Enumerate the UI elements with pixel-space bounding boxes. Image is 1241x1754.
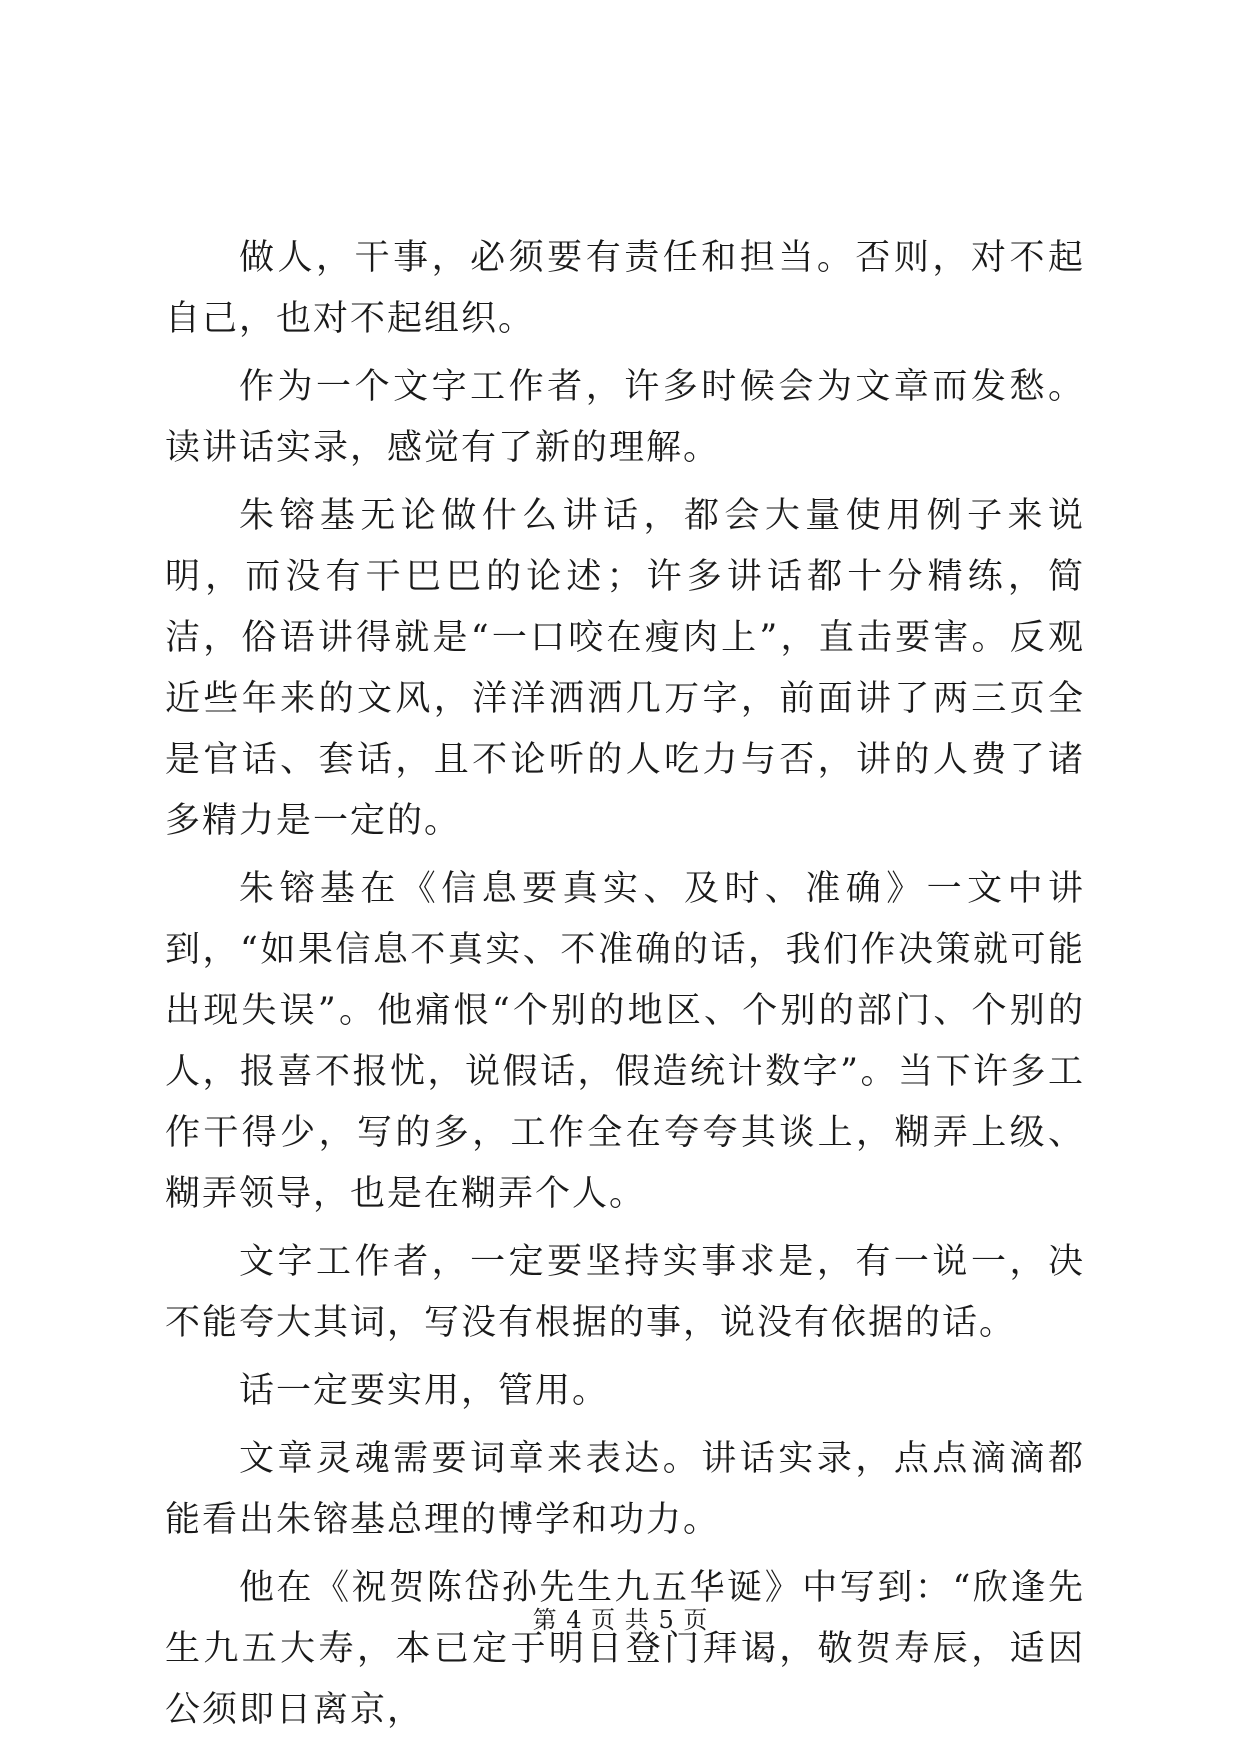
page-number-footer: 第 4 页 共 5 页	[532, 1606, 709, 1634]
paragraph-congratulation-letter: 他在《祝贺陈岱孙先生九五华诞》中写到：“欣逢先生九五大寿，本已定于明日登门拜谒，敬贺寿辰，适因公须即日离京，	[165, 1568, 1085, 1730]
paragraph-practical-words: 话一定要实用，管用。	[239, 1371, 610, 1411]
paragraph-writer-worry: 作为一个文字工作者，许多时候会为文章而发愁。读讲话实录，感觉有了新的理解。	[165, 367, 1085, 468]
paragraph-article-soul: 文章灵魂需要词章来表达。讲话实录，点点滴滴都能看出朱镕基总理的博学和功力。	[165, 1439, 1085, 1540]
paragraph-responsibility: 做人，干事，必须要有责任和担当。否则，对不起自己，也对不起组织。	[165, 238, 1085, 339]
document-body	[165, 228, 1085, 1748]
paragraph-speech-style: 朱镕基无论做什么讲话，都会大量使用例子来说明，而没有干巴巴的论述；许多讲话都十分精练，简洁，俗语讲得就是“一口咬在瘦肉上”，直击要害。反观近些年来的文风，洋洋洒洒几万字，前面讲了两三页全是官话、套话，且不论听的人吃力与否，讲的人费了诸多精力是一定的。	[165, 496, 1085, 841]
paragraph-seek-truth: 文字工作者，一定要坚持实事求是，有一说一，决不能夸大其词，写没有根据的事，说没有依据的话。	[165, 1242, 1085, 1343]
paragraph-accurate-information: 朱镕基在《信息要真实、及时、准确》一文中讲到，“如果信息不真实、不准确的话，我们作决策就可能出现失误”。他痛恨“个别的地区、个别的部门、个别的人，报喜不报忧，说假话，假造统计数字”。当下许多工作干得少，写的多，工作全在夸夸其谈上，糊弄上级、糊弄领导，也是在糊弄个人。	[165, 869, 1085, 1214]
